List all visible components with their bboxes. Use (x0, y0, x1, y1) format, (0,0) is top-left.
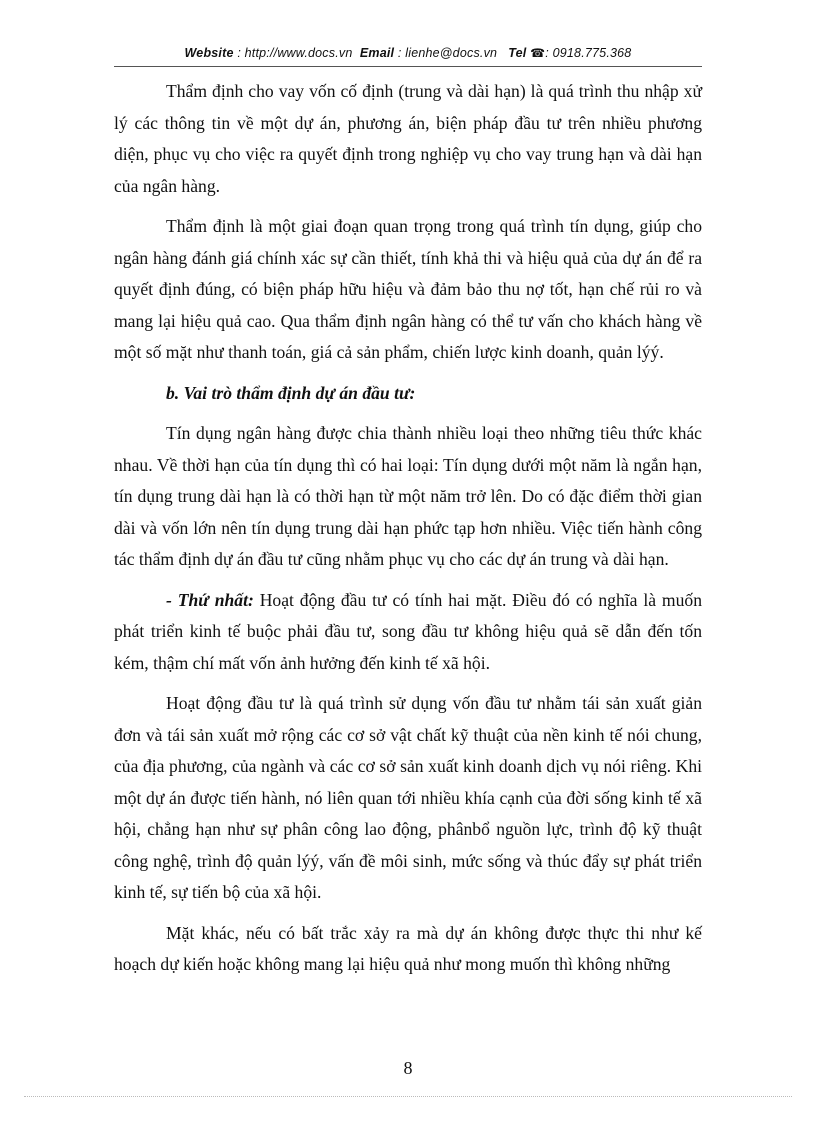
paragraph-lead: - Thứ nhất: (166, 589, 254, 610)
page-header (114, 46, 702, 60)
paragraph-text: Tín dụng ngân hàng được chia thành nhiều loại theo những tiêu thức khác nhau. Về thời hạn của tín dụng thì có hai loại: Tín dụng dưới một năm là ngắn hạn, tín dụng trung dài hạn là có thời hạn từ một năm trở lên. Do có đặc điểm thời gian dài và vốn lớn nên tín dụng trung dài hạn phức tạp hơn nhiều. Việc tiến hành công tác thẩm định dự án đầu tư cũng nhằm phục vụ cho các dự án trung và dài hạn. (114, 423, 702, 569)
paragraph-text: Thẩm định là một giai đoạn quan trọng trong quá trình tín dụng, giúp cho ngân hàng đánh giá chính xác sự cần thiết, tính khả thi và hiệu quả của dự án để ra quyết định đúng, có biện pháp hữu hiệu và đảm bảo thu nợ tốt, hạn chế rủi ro và mang lại hiệu quả cao. Qua thẩm định ngân hàng có thể tư vấn cho khách hàng về một số mặt như thanh toán, giá cả sản phẩm, chiến lược kinh doanh, quản lýý. (114, 216, 702, 362)
email-label: Email (359, 46, 395, 60)
paragraph-5 (114, 688, 702, 909)
section-heading (114, 378, 702, 410)
page-number: 8 (403, 1058, 413, 1078)
paragraph-3 (114, 418, 702, 576)
paragraph-6 (114, 918, 702, 981)
tel-label: Tel (508, 46, 527, 60)
paragraph-text: Thẩm định cho vay vốn cố định (trung và dài hạn) là quá trình thu nhập xử lý các thông tin về một dự án, phương án, biện pháp đầu tư trên nhiều phương diện, phục vụ cho việc ra quyết định trong nghiệp vụ cho vay trung hạn và dài hạn của ngân hàng. (114, 81, 702, 196)
website-value: : http://www.docs.vn (237, 46, 353, 60)
paragraph-text: Hoạt động đầu tư có tính hai mặt. Điều đó có nghĩa là muốn phát triển kinh tế buộc phải đầu tư, song đầu tư không hiệu quả sẽ dẫn đến tốn kém, thậm chí mất vốn ảnh hưởng đến kinh tế xã hội. (114, 589, 702, 673)
paragraph-1 (114, 76, 702, 202)
paragraph-4 (114, 585, 702, 680)
document-body (114, 76, 702, 990)
telephone-icon: ☎ (530, 46, 546, 60)
paragraph-2 (114, 211, 702, 369)
paragraph-text: Mặt khác, nếu có bất trắc xảy ra mà dự án không được thực thi như kế hoạch dự kiến hoặc không mang lại hiệu quả như mong muốn thì không những (114, 922, 702, 974)
paragraph-text: Hoạt động đầu tư là quá trình sử dụng vốn đầu tư nhằm tái sản xuất giản đơn và tái sản xuất mở rộng các cơ sở vật chất kỹ thuật của nền kinh tế nói chung, của địa phương, của ngành và các cơ sở sản xuất kinh doanh dịch vụ nói riêng. Khi một dự án được tiến hành, nó liên quan tới nhiều khía cạnh của đời sống kinh tế xã hội, chẳng hạn như sự phân công lao động, phânbổ nguồn lực, trình độ kỹ thuật công nghệ, trình độ quản lýý, vấn đề môi sinh, mức sống và thúc đẩy sự phát triển kinh tế, sự tiến bộ của xã hội. (114, 693, 702, 902)
section-heading-text: b. Vai trò thẩm định dự án đầu tư: (166, 382, 416, 403)
website-label: Website (184, 46, 234, 60)
email-value: : lienhe@docs.vn (397, 46, 498, 60)
tel-value: : 0918.775.368 (545, 46, 632, 60)
header-divider (114, 66, 702, 67)
page-bottom-divider (24, 1096, 792, 1097)
